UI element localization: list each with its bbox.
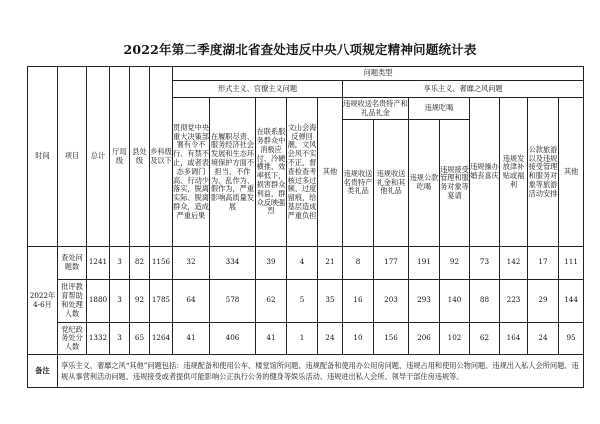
period-cell: 2022年4-6月 [28, 247, 58, 355]
row-label: 查处问题数 [58, 247, 87, 280]
table-row [28, 322, 584, 355]
cell-eat2: 140 [440, 279, 470, 322]
note-label: 备注 [28, 355, 58, 388]
cell-xian: 82 [130, 247, 150, 280]
cell-h-other: 95 [559, 322, 584, 355]
cell-eat2: 102 [440, 322, 470, 355]
cell-xiang: 1264 [150, 322, 173, 355]
cell-xian: 65 [130, 322, 150, 355]
cell-f4: 4 [287, 247, 318, 280]
cell-ting: 3 [110, 279, 130, 322]
cell-f1: 41 [173, 322, 210, 355]
cell-travel: 17 [528, 247, 559, 280]
cell-wedding: 62 [470, 322, 500, 355]
cell-eat1: 191 [409, 247, 440, 280]
header-xiang: 乡科级及以下 [150, 67, 173, 247]
header-gift-group: 违规收送名贵特产和礼品礼金 [343, 98, 409, 120]
header-gift1: 违规收送名贵特产类礼品 [343, 120, 374, 247]
header-h-other: 其他 [559, 98, 584, 247]
cell-subsidy: 223 [500, 279, 528, 322]
cell-gift2: 156 [374, 322, 409, 355]
header-item: 项目 [58, 67, 87, 247]
cell-f2: 334 [210, 247, 256, 280]
cell-f-other: 21 [318, 247, 343, 280]
header-gift2: 违规收送礼金和其他礼品 [374, 120, 409, 247]
cell-xian: 92 [130, 279, 150, 322]
header-ting: 厅局级 [110, 67, 130, 247]
cell-ting: 3 [110, 322, 130, 355]
header-wedding: 违规操办婚丧喜庆 [470, 98, 500, 247]
cell-eat1: 293 [409, 279, 440, 322]
cell-xiang: 1785 [150, 279, 173, 322]
row-label: 批评教育帮助和处理人数 [58, 279, 87, 322]
cell-wedding: 73 [470, 247, 500, 280]
cell-f2: 406 [210, 322, 256, 355]
cell-gift2: 203 [374, 279, 409, 322]
cell-f4: 1 [287, 322, 318, 355]
cell-total: 1332 [87, 322, 110, 355]
header-f4: 文山会海反弹回潮，文风会风不实不正，督查检查考核过多过频、过度留痕，给基层造成严重负担 [287, 98, 318, 247]
table-row [28, 247, 584, 280]
header-subsidy: 违规发放津补贴或福利 [500, 98, 528, 247]
header-f3: 在联系服务群众中消极应付、冷硬横推、效率低下，损害群众利益，群众反映强烈 [256, 98, 287, 247]
cell-f-other: 24 [318, 322, 343, 355]
cell-gift1: 16 [343, 279, 374, 322]
cell-gift1: 10 [343, 322, 374, 355]
cell-travel: 24 [528, 322, 559, 355]
cell-f1: 64 [173, 279, 210, 322]
header-f1: 贯彻党中央重大决策部署有令不行、有禁不止，或者表态多调门高、行动少落实，脱离实际、脱离群众，造成严重后果 [173, 98, 210, 247]
table-row [28, 279, 584, 322]
cell-xiang: 1156 [150, 247, 173, 280]
cell-subsidy: 142 [500, 247, 528, 280]
cell-eat1: 206 [409, 322, 440, 355]
header-hedonism: 享乐主义、奢靡之风问题 [343, 81, 584, 98]
header-eat2: 违规接受管理和服务对象等宴请 [440, 120, 470, 247]
cell-ting: 3 [110, 247, 130, 280]
cell-eat2: 92 [440, 247, 470, 280]
row-label: 党纪政务处分人数 [58, 322, 87, 355]
header-travel: 公款旅游以及违规接受管理和服务对象等旅游活动安排 [528, 98, 559, 247]
note-text: 享乐主义、奢靡之风“其他”问题包括：违规配备和使用公车、楼堂馆所问题、违规配备和使用办公用房问题、违规占用和使用公物问题、违规出入私人会所问题、违规从事营利活动问题、违规接受或者提供可能影响公正执行公务的健身等娱乐活动、违规进出私人会所、领导干部住房违规等。 [58, 355, 584, 388]
cell-f1: 32 [173, 247, 210, 280]
header-f-other: 其他 [318, 98, 343, 247]
cell-total: 1880 [87, 279, 110, 322]
page-title: 2022年第二季度湖北省查处违反中央八项规定精神问题统计表 [123, 42, 477, 57]
header-formalism: 形式主义、官僚主义问题 [173, 81, 343, 98]
note-row [28, 355, 584, 388]
cell-f-other: 35 [318, 279, 343, 322]
header-total: 总计 [87, 67, 110, 247]
cell-f3: 62 [256, 279, 287, 322]
statistics-table [27, 66, 584, 388]
cell-f3: 39 [256, 247, 287, 280]
header-xian: 县处级 [130, 67, 150, 247]
cell-gift2: 177 [374, 247, 409, 280]
cell-f3: 41 [256, 322, 287, 355]
cell-total: 1241 [87, 247, 110, 280]
header-eat1: 违规公款吃喝 [409, 120, 440, 247]
cell-wedding: 88 [470, 279, 500, 322]
cell-f2: 578 [210, 279, 256, 322]
header-time: 时间 [28, 67, 58, 247]
cell-gift1: 8 [343, 247, 374, 280]
header-f2: 在履职尽责、服务经济社会发展和生态环境保护方面不担当、不作为、乱作为、假作为，严重影响高质量发展 [210, 98, 256, 247]
header-eat-group: 违规吃喝 [409, 98, 470, 120]
cell-f4: 5 [287, 279, 318, 322]
header-problem-type: 问题类型 [173, 67, 584, 81]
cell-h-other: 111 [559, 247, 584, 280]
cell-travel: 29 [528, 279, 559, 322]
cell-h-other: 144 [559, 279, 584, 322]
cell-subsidy: 164 [500, 322, 528, 355]
header-row-1 [28, 67, 584, 81]
